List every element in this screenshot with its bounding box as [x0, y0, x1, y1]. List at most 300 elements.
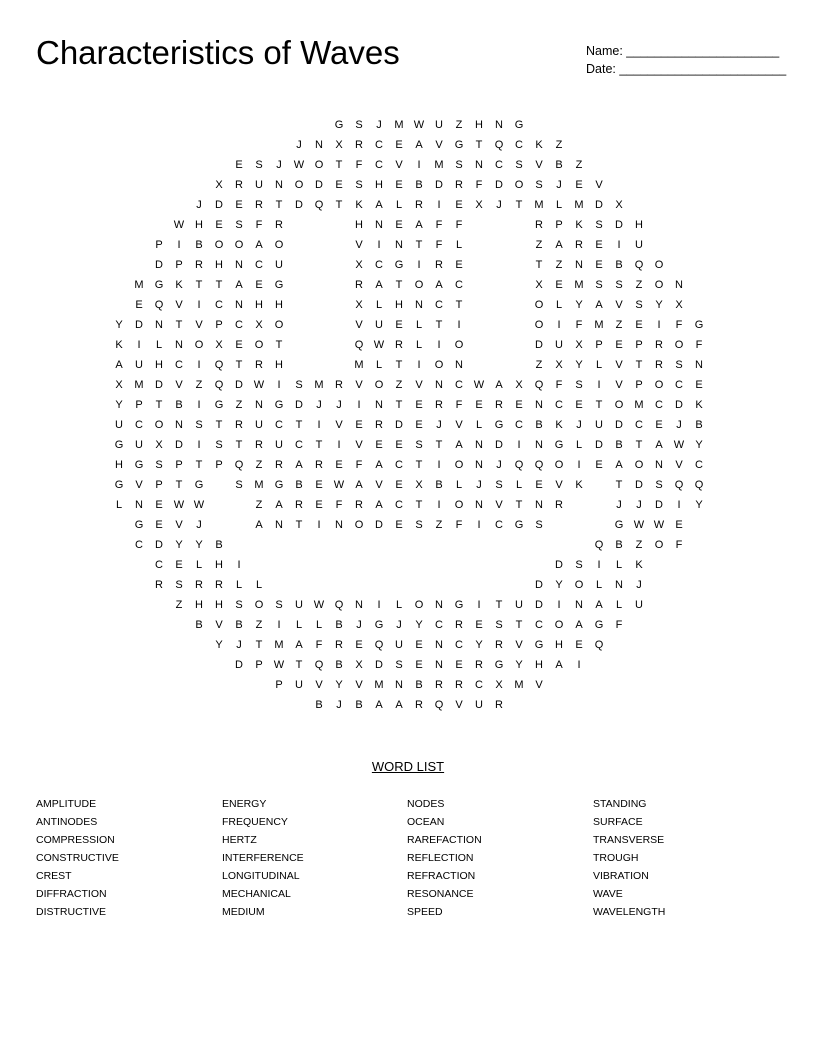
grid-letter: T [175, 479, 183, 491]
grid-letter: W [173, 219, 185, 231]
word-list-item: ENERGY [222, 798, 267, 810]
grid-letter: C [655, 399, 663, 411]
grid-letter: O [454, 459, 464, 471]
grid-letter: N [395, 239, 403, 251]
grid-letter: Y [475, 639, 483, 651]
grid-letter: Z [255, 619, 263, 631]
grid-letter: I [317, 519, 321, 531]
grid-letter: L [115, 499, 123, 511]
grid-letter: E [335, 179, 343, 191]
grid-letter: D [235, 379, 243, 391]
grid-letter: N [435, 639, 443, 651]
grid-letter: V [355, 379, 363, 391]
grid-letter: O [534, 319, 544, 331]
grid-letter: Q [634, 259, 644, 271]
grid-letter: J [636, 579, 642, 591]
word-list-item: MEDIUM [222, 906, 265, 918]
grid-letter: X [515, 379, 523, 391]
grid-letter: R [215, 579, 223, 591]
grid-letter: C [495, 519, 503, 531]
grid-letter: U [595, 419, 603, 431]
grid-letter: V [355, 239, 363, 251]
word-list-item: REFRACTION [407, 870, 476, 882]
grid-letter: Q [234, 459, 244, 471]
grid-letter: R [375, 419, 383, 431]
grid-letter: C [455, 279, 463, 291]
grid-letter: R [235, 419, 243, 431]
grid-letter: J [336, 399, 342, 411]
grid-letter: S [575, 379, 583, 391]
grid-letter: H [115, 459, 123, 471]
grid-letter: X [615, 199, 623, 211]
grid-letter: O [254, 339, 264, 351]
grid-letter: T [415, 239, 423, 251]
grid-letter: I [357, 399, 361, 411]
grid-letter: D [175, 439, 183, 451]
grid-letter: G [214, 399, 224, 411]
grid-letter: T [395, 279, 403, 291]
grid-letter: B [555, 159, 563, 171]
grid-letter: T [295, 659, 303, 671]
word-list-item: AMPLITUDE [36, 798, 97, 810]
grid-letter: L [315, 619, 323, 631]
grid-letter: T [195, 279, 203, 291]
grid-letter: J [556, 179, 562, 191]
grid-letter: Z [555, 139, 563, 151]
grid-letter: L [555, 299, 563, 311]
grid-letter: J [496, 459, 502, 471]
grid-letter: G [134, 519, 144, 531]
grid-letter: S [495, 619, 503, 631]
grid-letter: C [375, 259, 383, 271]
grid-letter: E [175, 559, 183, 571]
grid-letter: V [455, 419, 463, 431]
word-list-item: WAVE [593, 888, 623, 900]
grid-letter: C [475, 679, 483, 691]
grid-letter: T [195, 459, 203, 471]
grid-letter: H [635, 219, 643, 231]
grid-letter: T [335, 159, 343, 171]
grid-letter: X [255, 319, 263, 331]
grid-letter: N [395, 679, 403, 691]
grid-letter: P [635, 379, 643, 391]
grid-letter: M [394, 119, 404, 131]
grid-letter: O [434, 359, 444, 371]
grid-letter: G [494, 659, 504, 671]
grid-letter: O [414, 279, 424, 291]
grid-letter: A [455, 439, 463, 451]
grid-letter: K [175, 279, 183, 291]
grid-letter: Y [415, 619, 423, 631]
grid-letter: N [175, 339, 183, 351]
grid-letter: D [535, 599, 543, 611]
grid-letter: J [436, 419, 442, 431]
grid-letter: V [535, 159, 543, 171]
grid-letter: N [275, 179, 283, 191]
word-list-column [222, 795, 304, 921]
date-field-label: Date: ________________________ [586, 62, 787, 76]
grid-letter: K [555, 419, 563, 431]
grid-letter: S [595, 219, 603, 231]
grid-letter: N [575, 599, 583, 611]
word-list-item: WAVELENGTH [593, 906, 666, 918]
grid-letter: T [455, 299, 463, 311]
grid-letter: F [555, 379, 563, 391]
grid-letter: R [655, 339, 663, 351]
grid-letter: L [195, 559, 203, 571]
grid-letter: V [615, 379, 623, 391]
grid-letter: W [173, 499, 185, 511]
grid-letter: R [355, 139, 363, 151]
grid-letter: I [577, 659, 581, 671]
grid-letter: Q [694, 479, 704, 491]
grid-letter: M [434, 159, 444, 171]
page-title: Characteristics of Waves [36, 34, 400, 71]
grid-letter: F [575, 319, 583, 331]
grid-letter: A [555, 239, 563, 251]
grid-letter: N [435, 379, 443, 391]
grid-letter: L [395, 599, 403, 611]
grid-letter: J [496, 199, 502, 211]
grid-letter: E [615, 339, 623, 351]
grid-letter: T [335, 199, 343, 211]
grid-letter: O [654, 539, 664, 551]
grid-letter: W [373, 339, 385, 351]
grid-letter: X [355, 299, 363, 311]
grid-letter: J [396, 619, 402, 631]
grid-letter: J [376, 119, 382, 131]
grid-letter: L [615, 599, 623, 611]
grid-letter: T [515, 619, 523, 631]
grid-letter: V [515, 639, 523, 651]
grid-letter: E [395, 219, 403, 231]
grid-letter: I [197, 359, 201, 371]
word-list-item: OCEAN [407, 816, 445, 828]
grid-letter: C [675, 379, 683, 391]
grid-letter: B [195, 619, 203, 631]
grid-letter: E [455, 659, 463, 671]
grid-letter: Q [594, 639, 604, 651]
grid-letter: O [654, 379, 664, 391]
grid-letter: C [295, 439, 303, 451]
grid-letter: B [415, 679, 423, 691]
grid-letter: F [335, 499, 343, 511]
grid-letter: A [495, 379, 503, 391]
grid-letter: M [274, 639, 284, 651]
grid-letter: Q [314, 659, 324, 671]
grid-letter: D [155, 379, 163, 391]
grid-letter: U [255, 419, 263, 431]
grid-letter: U [555, 339, 563, 351]
grid-letter: T [615, 479, 623, 491]
grid-letter: T [315, 439, 323, 451]
grid-letter: C [235, 319, 243, 331]
grid-letter: N [535, 399, 543, 411]
grid-letter: S [515, 159, 523, 171]
grid-letter: B [315, 699, 323, 711]
grid-letter: I [437, 499, 441, 511]
grid-letter: Y [195, 539, 203, 551]
grid-letter: Y [575, 359, 583, 371]
grid-letter: A [375, 699, 383, 711]
grid-letter: L [575, 439, 583, 451]
grid-letter: B [295, 479, 303, 491]
grid-letter: X [415, 479, 423, 491]
grid-letter: V [175, 299, 183, 311]
grid-letter: L [415, 339, 423, 351]
grid-letter: O [314, 159, 324, 171]
grid-letter: R [555, 499, 563, 511]
grid-letter: Z [635, 539, 643, 551]
word-list-item: ANTINODES [36, 816, 98, 828]
grid-letter: E [575, 179, 583, 191]
grid-letter: I [197, 399, 201, 411]
grid-letter: H [375, 179, 383, 191]
grid-letter: A [275, 499, 283, 511]
grid-letter: K [115, 339, 123, 351]
grid-letter: O [274, 239, 284, 251]
grid-letter: E [595, 259, 603, 271]
grid-letter: K [575, 479, 583, 491]
grid-letter: Z [195, 379, 203, 391]
grid-letter: L [375, 299, 383, 311]
grid-letter: L [375, 359, 383, 371]
grid-letter: Q [154, 299, 164, 311]
grid-letter: R [155, 579, 163, 591]
grid-letter: C [275, 419, 283, 431]
grid-letter: R [495, 699, 503, 711]
grid-letter: D [295, 199, 303, 211]
grid-letter: A [255, 239, 263, 251]
grid-letter: O [614, 399, 624, 411]
grid-letter: E [235, 199, 243, 211]
grid-letter: R [535, 219, 543, 231]
grid-letter: N [535, 439, 543, 451]
grid-letter: V [175, 379, 183, 391]
grid-letter: X [115, 379, 123, 391]
grid-letter: T [395, 359, 403, 371]
grid-letter: I [177, 239, 181, 251]
grid-letter: R [295, 499, 303, 511]
grid-letter: R [575, 239, 583, 251]
grid-letter: J [196, 519, 202, 531]
grid-letter: E [415, 659, 423, 671]
grid-letter: B [695, 419, 703, 431]
grid-letter: V [335, 419, 343, 431]
grid-letter: N [135, 499, 143, 511]
grid-letter: T [495, 599, 503, 611]
grid-letter: Q [314, 199, 324, 211]
grid-letter: M [634, 399, 644, 411]
grid-letter: J [576, 419, 582, 431]
grid-letter: D [655, 499, 663, 511]
grid-letter: F [475, 179, 483, 191]
grid-letter: U [395, 639, 403, 651]
grid-letter: X [575, 339, 583, 351]
grid-letter: Q [534, 459, 544, 471]
grid-letter: R [435, 259, 443, 271]
grid-letter: I [597, 379, 601, 391]
grid-letter: L [455, 479, 463, 491]
grid-letter: O [454, 499, 464, 511]
grid-letter: E [475, 619, 483, 631]
grid-letter: Y [695, 499, 703, 511]
grid-letter: I [457, 319, 461, 331]
grid-letter: J [476, 479, 482, 491]
grid-letter: O [274, 319, 284, 331]
grid-letter: A [115, 359, 123, 371]
grid-letter: E [395, 139, 403, 151]
grid-letter: O [554, 459, 564, 471]
grid-letter: P [555, 219, 563, 231]
grid-letter: B [215, 539, 223, 551]
grid-letter: K [355, 199, 363, 211]
grid-letter: D [155, 539, 163, 551]
grid-letter: R [335, 639, 343, 651]
grid-letter: H [355, 219, 363, 231]
grid-letter: I [557, 319, 561, 331]
grid-letter: H [395, 299, 403, 311]
grid-letter: X [535, 279, 543, 291]
grid-letter: T [215, 419, 223, 431]
grid-letter: Y [215, 639, 223, 651]
grid-letter: A [375, 499, 383, 511]
grid-letter: N [655, 459, 663, 471]
grid-letter: E [395, 439, 403, 451]
grid-letter: U [635, 599, 643, 611]
grid-letter: R [435, 399, 443, 411]
grid-letter: C [375, 139, 383, 151]
grid-letter: G [594, 619, 604, 631]
grid-letter: E [355, 639, 363, 651]
grid-letter: K [695, 399, 703, 411]
grid-letter: Y [175, 539, 183, 551]
grid-letter: V [555, 479, 563, 491]
grid-letter: R [255, 359, 263, 371]
grid-letter: S [155, 459, 163, 471]
grid-letter: I [477, 519, 481, 531]
grid-letter: J [276, 159, 282, 171]
grid-letter: E [555, 279, 563, 291]
word-list-item: FREQUENCY [222, 816, 288, 828]
grid-letter: T [255, 639, 263, 651]
word-list-column [593, 795, 665, 921]
grid-letter: T [155, 399, 163, 411]
grid-letter: O [654, 259, 664, 271]
grid-letter: X [475, 199, 483, 211]
grid-letter: K [635, 559, 643, 571]
grid-letter: N [355, 599, 363, 611]
grid-letter: T [415, 459, 423, 471]
grid-letter: I [277, 379, 281, 391]
grid-letter: L [555, 199, 563, 211]
grid-letter: G [534, 639, 544, 651]
grid-letter: I [517, 439, 521, 451]
grid-letter: V [375, 479, 383, 491]
grid-letter: G [114, 479, 124, 491]
grid-letter: I [577, 459, 581, 471]
grid-letter: G [134, 459, 144, 471]
grid-letter: C [215, 299, 223, 311]
grid-letter: J [636, 499, 642, 511]
grid-letter: P [175, 459, 183, 471]
grid-letter: J [336, 699, 342, 711]
grid-letter: S [575, 559, 583, 571]
name-field-label: Name: ______________________ [586, 44, 780, 58]
grid-letter: S [595, 279, 603, 291]
grid-letter: C [135, 419, 143, 431]
grid-letter: W [473, 379, 485, 391]
grid-letter: P [155, 239, 163, 251]
grid-letter: Z [535, 359, 543, 371]
word-list-item: DISTRUCTIVE [36, 906, 107, 918]
grid-letter: I [417, 359, 421, 371]
grid-letter: B [355, 699, 363, 711]
grid-letter: E [155, 519, 163, 531]
grid-letter: R [315, 459, 323, 471]
grid-letter: R [495, 639, 503, 651]
grid-letter: S [415, 439, 423, 451]
grid-letter: M [134, 279, 144, 291]
grid-letter: K [535, 139, 543, 151]
grid-letter: O [374, 379, 384, 391]
grid-letter: V [355, 319, 363, 331]
grid-letter: C [535, 619, 543, 631]
grid-letter: F [695, 339, 703, 351]
grid-letter: D [215, 199, 223, 211]
grid-letter: R [195, 579, 203, 591]
grid-letter: Y [335, 679, 343, 691]
grid-letter: V [395, 159, 403, 171]
grid-letter: H [215, 259, 223, 271]
grid-letter: P [215, 319, 223, 331]
grid-letter: U [275, 439, 283, 451]
grid-letter: G [334, 119, 344, 131]
grid-letter: U [135, 439, 143, 451]
grid-letter: E [335, 459, 343, 471]
grid-letter: S [395, 659, 403, 671]
grid-letter: D [675, 399, 683, 411]
grid-letter: I [477, 599, 481, 611]
grid-letter: Q [534, 379, 544, 391]
grid-letter: M [534, 199, 544, 211]
grid-letter: U [375, 319, 383, 331]
grid-letter: O [214, 239, 224, 251]
grid-letter: O [234, 239, 244, 251]
grid-letter: C [455, 639, 463, 651]
grid-letter: A [415, 139, 423, 151]
grid-letter: M [574, 279, 584, 291]
grid-letter: F [615, 619, 623, 631]
grid-letter: A [415, 219, 423, 231]
grid-letter: S [535, 519, 543, 531]
grid-letter: G [274, 399, 284, 411]
grid-letter: O [554, 619, 564, 631]
grid-letter: B [615, 439, 623, 451]
word-list-item: RAREFACTION [407, 834, 482, 846]
grid-letter: B [235, 619, 243, 631]
grid-letter: W [633, 519, 645, 531]
grid-letter: V [535, 679, 543, 691]
grid-letter: N [535, 499, 543, 511]
grid-letter: N [435, 599, 443, 611]
grid-letter: B [195, 239, 203, 251]
grid-letter: C [255, 259, 263, 271]
grid-letter: I [377, 239, 381, 251]
grid-letter: V [455, 699, 463, 711]
grid-letter: N [675, 279, 683, 291]
grid-letter: H [155, 359, 163, 371]
